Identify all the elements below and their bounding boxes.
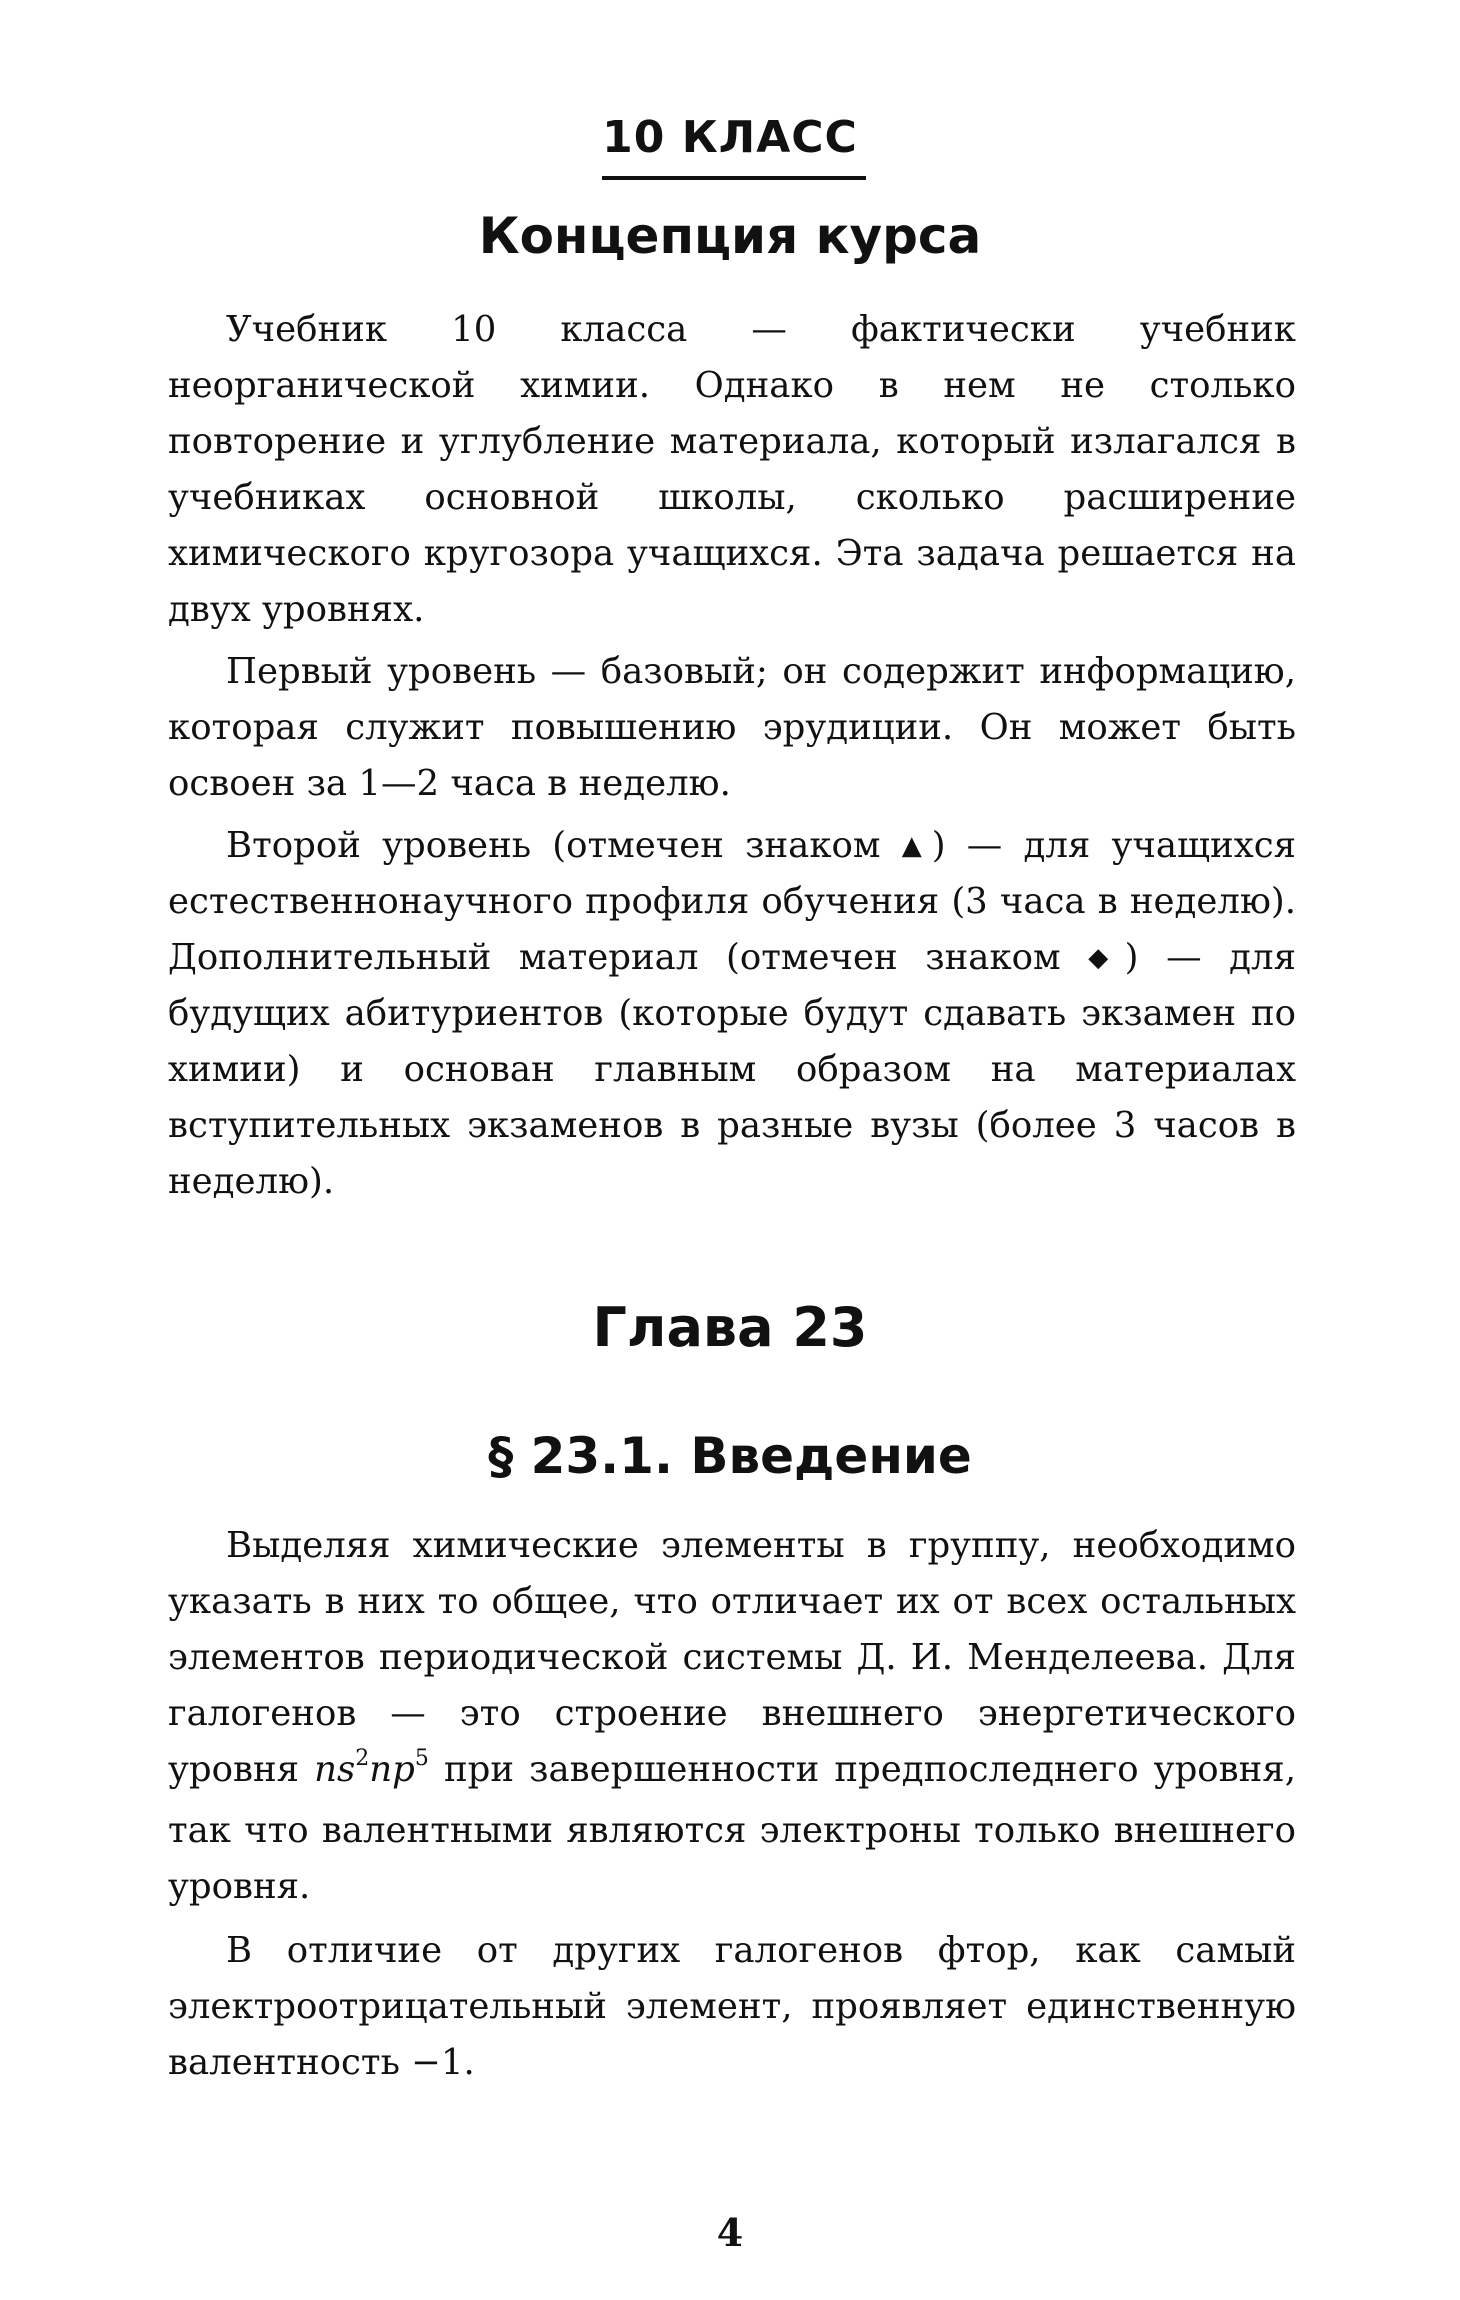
formula-superscript-5: 5 [414,1746,429,1771]
class-title: 10 КЛАСС [602,112,858,163]
formula-np: np [369,1749,415,1790]
formula-ns: ns [314,1749,356,1790]
chapter-paragraph-2: В отличие от других галогенов фтор, как самый электроотрицательный элемент, проявляет единственную валентность −1. [168,1930,1296,2083]
intro-paragraph-1: Учебник 10 класса — фактически учебник неорганической химии. Однако в нем не столько повторение и углубление материала, который излагался в учебниках основной школы, сколько расширение химического кругозора учащихся. Эта задача решается на двух уровнях. [168,309,1296,630]
chapter-title: Глава 23 [592,1296,868,1359]
intro-paragraph-2: Первый уровень — базовый; он содержит информацию, которая служит повышению эрудиции. Он может быть освоен за 1—2 часа в неделю. [168,651,1296,804]
section-title: § 23.1. Введение [488,1427,972,1485]
diamond-icon: ◆ [1088,943,1125,973]
intro-paragraph-3 [168,818,1296,1210]
intro-text [168,302,1296,1210]
triangle-icon: ▲ [901,831,932,861]
title-underline [602,176,866,180]
page-number: 4 [716,2210,744,2255]
intro-p3-text-2: ) — для учащихся естественнонаучного профиля обучения (3 часа в неделю). Дополнительный материал (отмечен знаком [168,825,1297,978]
course-concept-heading: Концепция курса [478,207,982,265]
chapter-p1-text-1: Выделяя химические элементы в группу, необходимо указать в них то общее, что отличает их от всех остальных элементов периодической системы Д. И. Менделеева. Для галогенов — это строение внешнего энергетического уровня [168,1525,1296,1790]
formula-superscript-2: 2 [355,1746,370,1771]
chapter-text [168,1518,1296,2091]
chapter-p1-text-2: при завершенности предпоследнего уровня, так что валентными являются электроны только внешнего уровня. [168,1749,1296,1907]
intro-p3-text-3: ) — для будущих абитуриентов (которые будут сдавать экзамен по химии) и основан главным образом на материалах вступительных экзаменов в разные вузы (более 3 часов в неделю). [168,937,1296,1202]
intro-p3-text-1: Второй уровень (отмечен знаком [226,825,902,866]
chapter-paragraph-1 [168,1518,1296,1915]
